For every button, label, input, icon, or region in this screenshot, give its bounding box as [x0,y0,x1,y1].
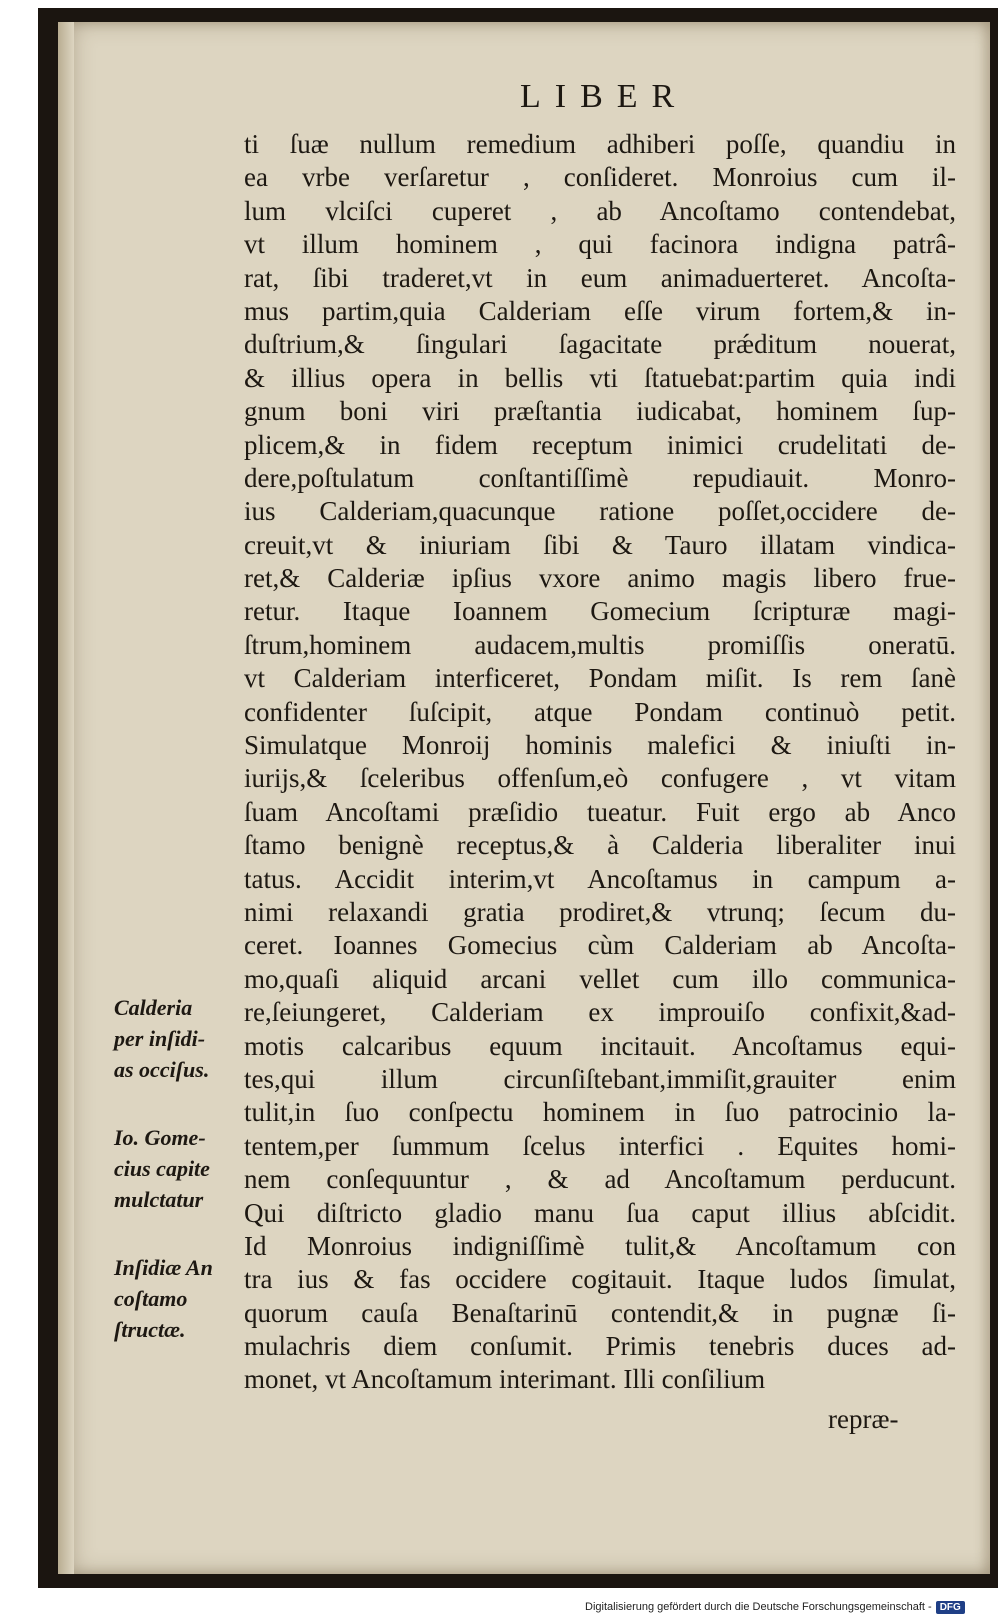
text-line: quorum cauſa Benaſtarinū contendit,& in pugnæ ſi- [244,1297,956,1328]
text-line: & illius opera in bellis vti ſtatuebat:partim quia indi [244,362,956,393]
text-line: confidenter ſuſcipit, atque Pondam continuò petit. [244,696,956,727]
text-line: dere,poſtulatum conſtantiſſimè repudiauit. Monro- [244,462,956,493]
text-line: vt Calderiam interficeret, Pondam miſit. Is rem ſanè [244,663,956,694]
text-line: Qui diſtricto gladio manu ſua caput illius abſcidit. [244,1197,956,1228]
text-line: nimi relaxandi gratia prodiret,& vtrunq; ſecum du- [244,896,956,927]
text-line: ceret. Ioannes Gomecius cùm Calderiam ab Ancoſta- [244,930,956,961]
marginal-note-line: mulctatur [114,1187,204,1212]
text-line: ti ſuæ nullum remedium adhiberi poſſe, quandiu in [244,129,956,159]
text-line: rat, ſibi traderet,vt in eum animaduerteret. Ancoſta- [244,262,956,293]
text-line: ſtamo benignè receptus,& à Calderia liberaliter inui [244,830,956,861]
text-line: tes,qui illum circunſiſtebant,immiſit,grauiter enim [244,1063,956,1094]
text-line: tulit,in ſuo conſpectu hominem in ſuo patrocinio la- [244,1097,956,1128]
text-line: Simulatque Monroij hominis malefici & iniuſti in- [244,730,956,761]
text-line: mo,quaſi aliquid arcani vellet cum illo communica- [244,963,956,994]
marginal-note-line: Io. Gome- [114,1125,206,1150]
marginal-note-line: cius capite [114,1156,210,1181]
text-line: tentem,per ſummum ſcelus interfici . Equites homi- [244,1130,956,1161]
text-line: mus partim,quia Calderiam eſſe virum fortem,& in- [244,295,956,326]
marginal-note-line: Calderia [114,995,193,1020]
text-line: plicem,& in fidem receptum inimici crudelitati de- [244,429,956,460]
marginal-note [114,992,238,1085]
text-line: ſuam Ancoſtami præſidio tueatur. Fuit ergo ab Anco [244,796,956,827]
text-line: motis calcaribus equum incitauit. Ancoſtamus equi- [244,1030,956,1061]
marginal-note-line: as occiſus. [114,1057,210,1082]
text-line: ius Calderiam,quacunque ratione poſſet,occidere de- [244,496,956,527]
text-line: re,ſeiungeret, Calderiam ex improuiſo confixit,&ad- [244,997,956,1028]
text-line: iurijs,& ſceleribus offenſum,eò confugere , vt vitam [244,763,956,794]
page-gutter [58,22,74,1574]
marginal-note-line: coſtamo [114,1286,188,1311]
text-line: Id Monroius indigniſſimè tulit,& Ancoſtamum con [244,1230,956,1261]
marginal-note-line: Inſidiæ An [114,1255,213,1280]
marginal-note-line: ſtructæ. [114,1317,186,1342]
marginal-note-line: per inſidi- [114,1026,206,1051]
text-line: retur. Itaque Ioannem Gomecium ſcripturæ magi- [244,596,956,627]
text-line: vt illum hominem , qui facinora indigna patrâ- [244,229,956,260]
footer-text: Digitalisierung gefördert durch die Deutsche Forschungsgemeinschaft - [585,1601,932,1613]
text-line: nem conſequuntur , & ad Ancoſtamum perducunt. [244,1164,956,1195]
text-line: tatus. Accidit interim,vt Ancoſtamus in campum a- [244,863,956,894]
text-line: monet, vt Ancoſtamum interimant. Illi conſilium [244,1364,766,1395]
text-line: tra ius & fas occidere cogitauit. Itaque ludos ſimulat, [244,1264,956,1295]
marginal-note [114,1252,238,1345]
running-head: LIBER [520,78,689,115]
catchword: repræ- [828,1404,899,1434]
body-text [244,128,956,1397]
text-line: creuit,vt & iniuriam ſibi & Tauro illatam vindica- [244,529,956,560]
marginal-note [114,1122,238,1215]
text-line: mulachris diem conſumit. Primis tenebris duces ad- [244,1331,956,1362]
text-line: ſtrum,hominem audacem,multis promiſſis oneratū. [244,629,956,660]
digitization-footer [585,1598,965,1616]
text-line: ea vrbe verſaretur , conſideret. Monroius cum il- [244,162,956,193]
text-line: gnum boni viri præſtantia iudicabat, hominem ſup- [244,396,956,427]
dfg-logo-icon: DFG [936,1601,965,1614]
text-line: lum vlciſci cuperet , ab Ancoſtamo contendebat, [244,195,956,226]
text-line: ret,& Calderiæ ipſius vxore animo magis libero frue- [244,563,956,594]
text-line: duſtrium,& ſingulari ſagacitate prǽditum nouerat, [244,329,956,360]
